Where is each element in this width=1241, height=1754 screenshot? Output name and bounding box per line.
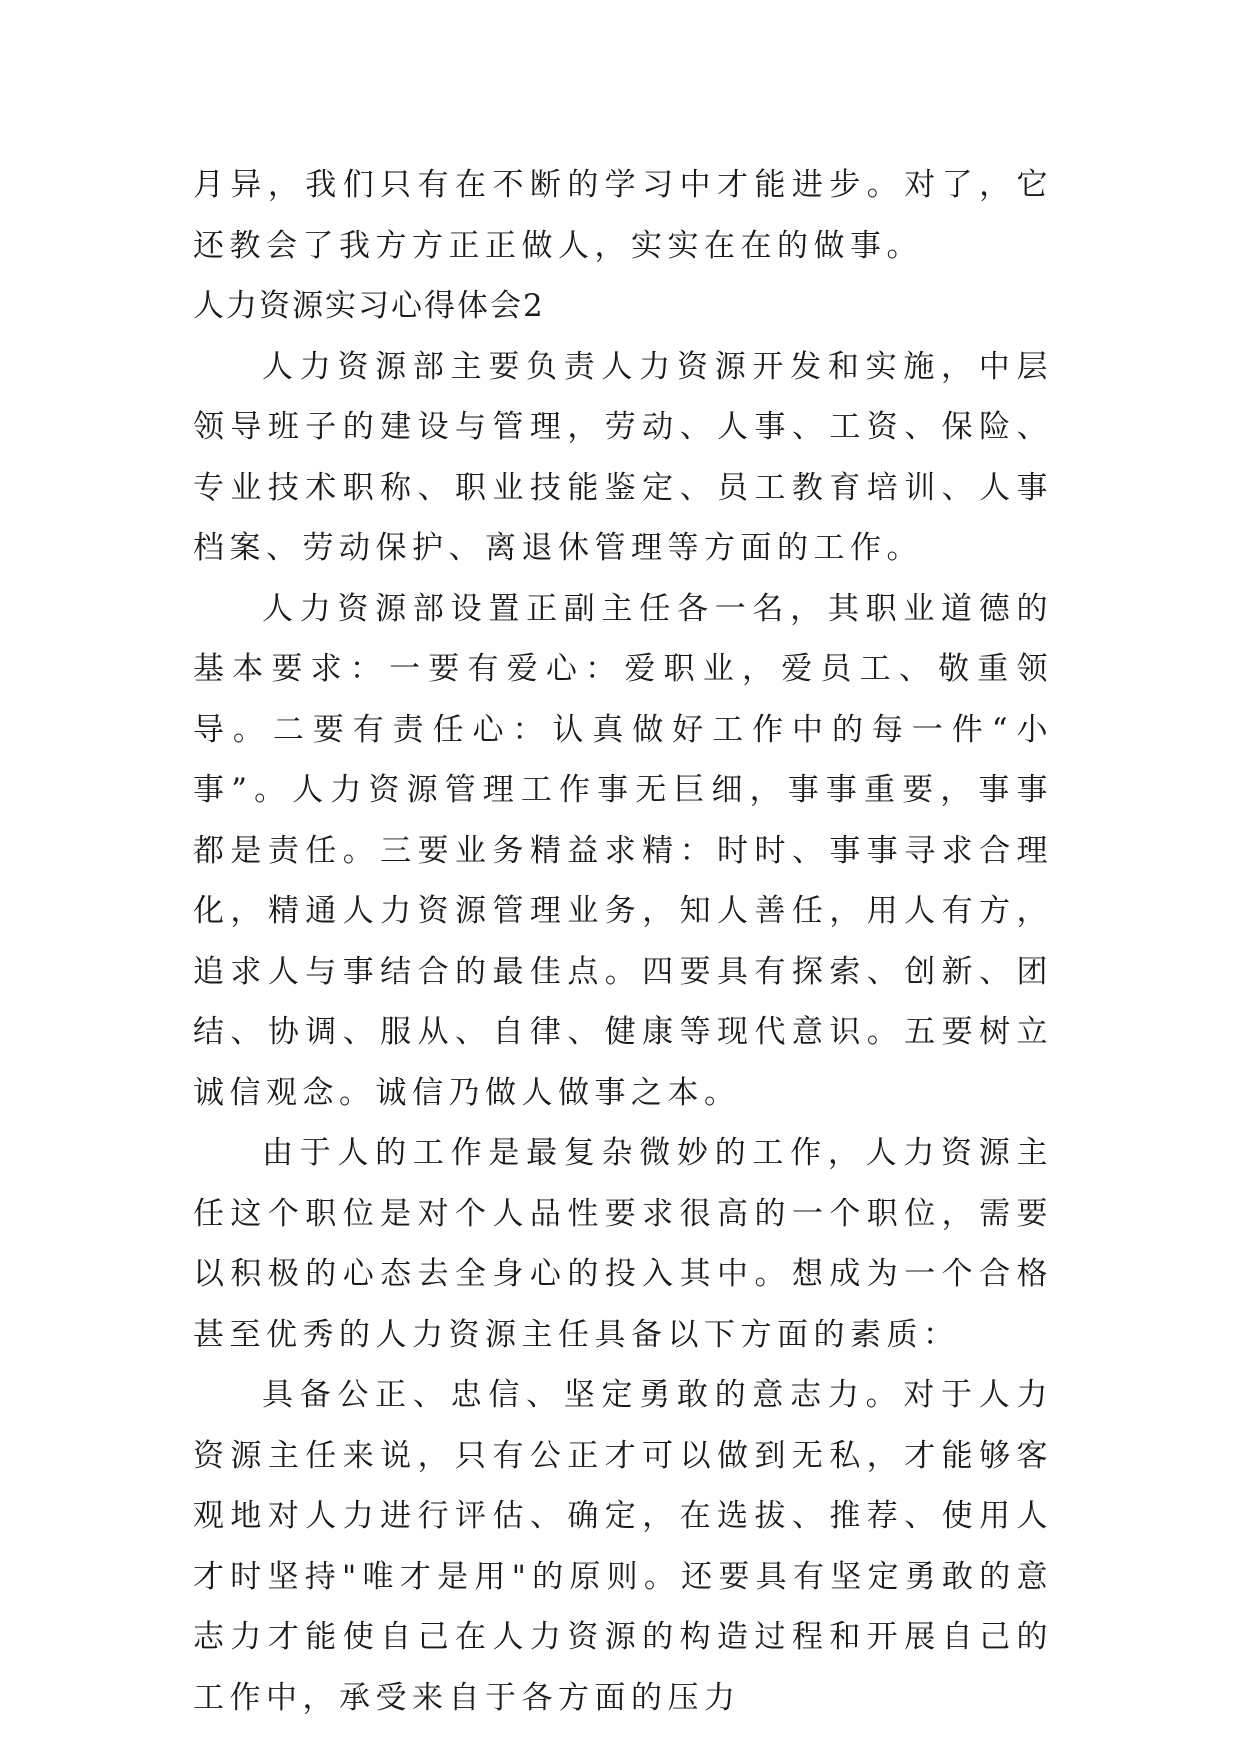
- paragraph-continuation: 月异，我们只有在不断的学习中才能进步。对了，它还教会了我方方正正做人，实实在在的做事。: [193, 167, 1053, 264]
- paragraph-ethics: 人力资源部设置正副主任各一名，其职业道德的基本要求：一要有爱心：爱职业，爱员工、敬重领导。二要有责任心：认真做好工作中的每一件“小事”。人力资源管理工作事无巨细，事事重要，事事都是责任。三要业务精益求精：时时、事事寻求合理化，精通人力资源管理业务，知人善任，用人有方，追求人与事结合的最佳点。四要具有探索、创新、团结、协调、服从、自律、健康等现代意识。五要树立诚信观念。诚信乃做人做事之本。: [193, 590, 1053, 1111]
- paragraph-qualities-intro: 由于人的工作是最复杂微妙的工作，人力资源主任这个职位是对个人品性要求很高的一个职位，需要以积极的心态去全身心的投入其中。想成为一个合格甚至优秀的人力资源主任具备以下方面的素质：: [193, 1135, 1053, 1353]
- document-page: [193, 155, 1053, 1728]
- section-heading: 人力资源实习心得体会2: [193, 288, 545, 324]
- paragraph-responsibilities: 人力资源部主要负责人力资源开发和实施，中层领导班子的建设与管理，劳动、人事、工资、保险、专业技术职称、职业技能鉴定、员工教育培训、人事档案、劳动保护、离退休管理等方面的工作。: [193, 348, 1053, 566]
- paragraph-fairness: 具备公正、忠信、坚定勇敢的意志力。对于人力资源主任来说，只有公正才可以做到无私，才能够客观地对人力进行评估、确定，在选拔、推荐、使用人才时坚持"唯才是用"的原则。还要具有坚定勇敢的意志力才能使自己在人力资源的构造过程和开展自己的工作中，承受来自于各方面的压力: [193, 1377, 1053, 1716]
